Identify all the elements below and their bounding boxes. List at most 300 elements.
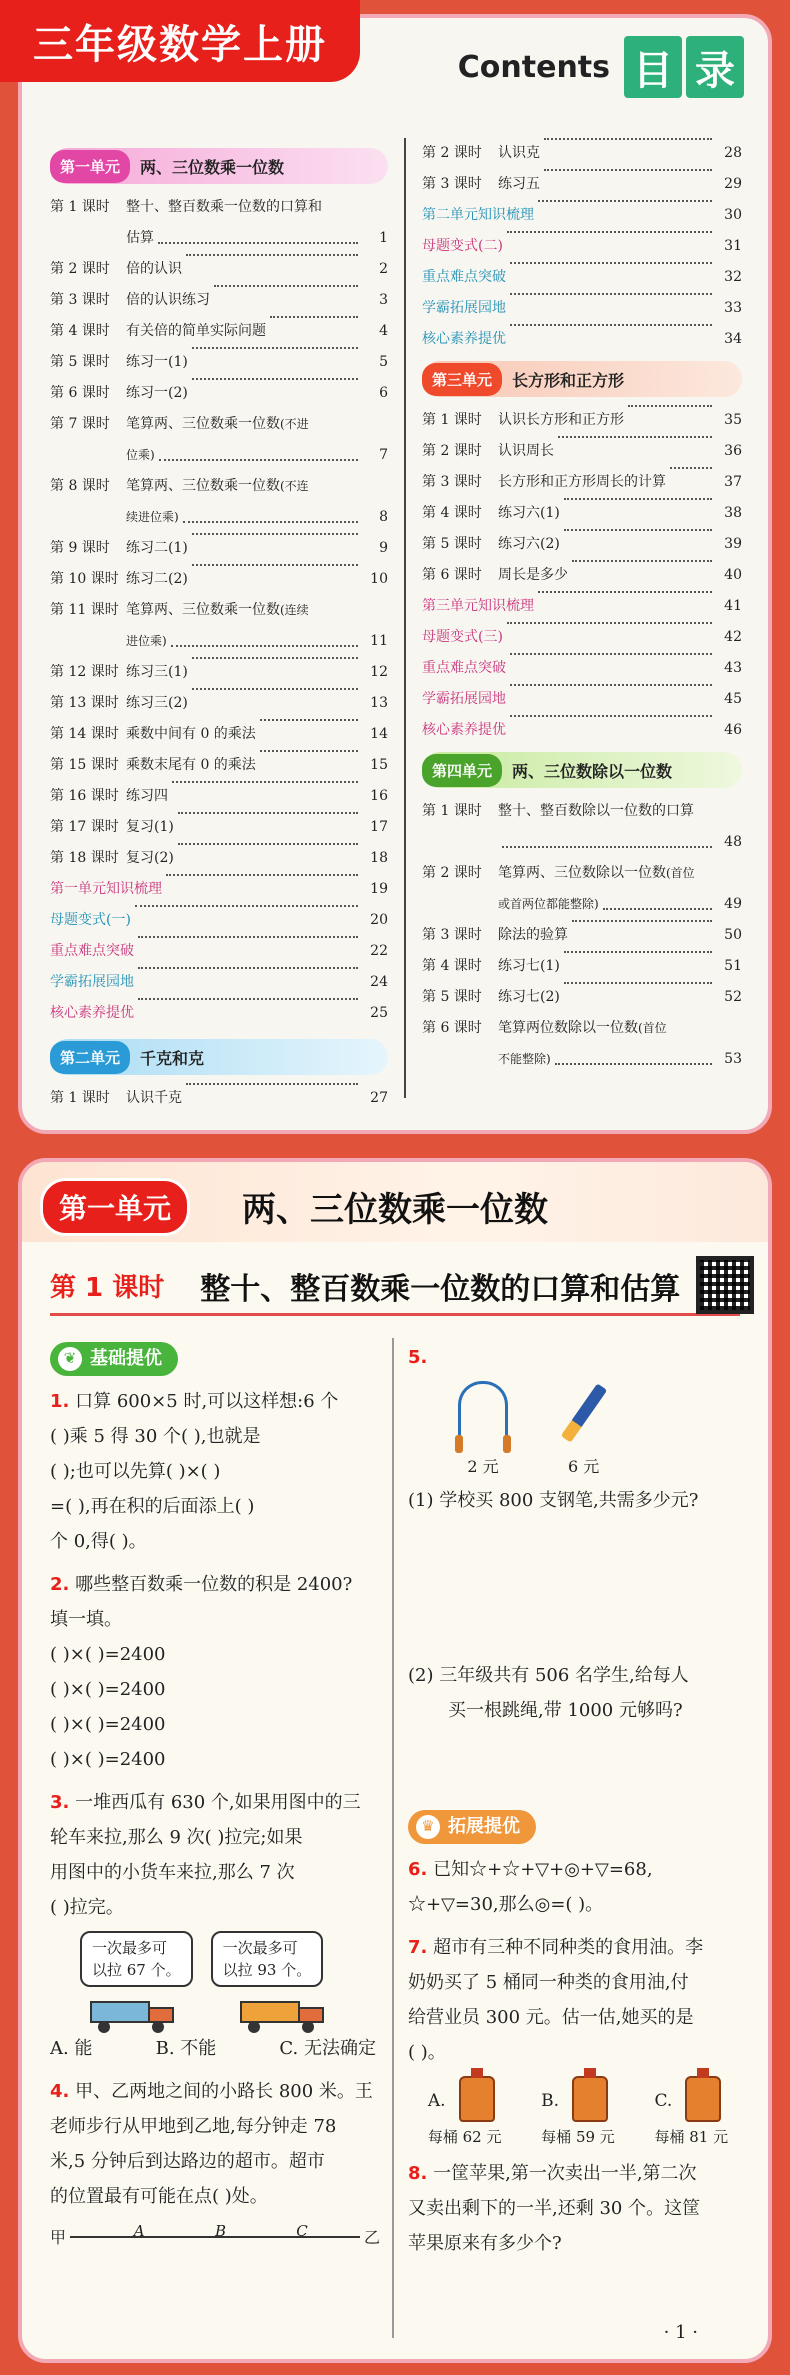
toc-page: 42 [724,629,742,645]
unit-tag: 第二单元 [50,1041,130,1074]
toc-page: 52 [724,989,742,1005]
toc-leader [502,827,712,848]
toc-entry[interactable] [422,951,742,982]
toc-title: 练习二(1) [126,540,188,556]
toc-entry[interactable] [422,405,742,436]
toc-title: 整十、整百数除以一位数的口算 [498,803,694,819]
question-line: 苹果原来有多少个? [408,2232,562,2254]
toc-entry[interactable] [50,564,388,595]
toc-title: 复习(2) [126,850,174,866]
toc-title: 认识长方形和正方形 [498,412,624,428]
question-number: 2. [50,1573,70,1595]
toc-entry[interactable] [50,533,388,564]
toc-title: 笔算两、三位数乘一位数 [126,478,280,494]
toc-entry[interactable] [422,591,742,622]
tricycle-icon [90,1997,180,2031]
question-line: 又卖出剩下的一半,还剩 30 个。这筐 [408,2197,701,2219]
oil-bottle-icon [572,2076,608,2122]
toc-title: 第三单元知识梳理 [422,598,534,614]
toc-lesson: 第 8 课时 [50,478,110,494]
toc-entry[interactable] [422,138,742,169]
speech-bubbles [80,1931,380,1987]
pen-icon [560,1383,607,1442]
toc-note: (首位 [638,1021,667,1035]
toc-entry[interactable] [422,684,742,715]
question-4 [50,2074,380,2255]
toc-leader [138,967,358,969]
toc-leader [192,533,358,535]
toc-page: 17 [370,819,388,835]
toc-note: (连续 [280,603,309,617]
oil-option-a[interactable] [428,2076,502,2148]
question-line: ( )。 [408,2041,446,2063]
toc-lesson: 第 12 课时 [50,664,119,680]
toc-leader [603,889,712,910]
question-7 [408,1930,748,2148]
toc-entry[interactable] [50,471,388,533]
toc-leader [178,812,358,814]
toc-page: 13 [370,695,388,711]
toc-leader [538,200,712,202]
question-line: 填一填。 [50,1608,122,1630]
question-line: ( );也可以先算( )×( ) [50,1460,221,1482]
toc-leader [510,293,712,295]
toc-entry[interactable] [422,560,742,591]
vehicle-illustrations [90,1991,380,2031]
trophy-icon: ♛ [416,1815,440,1839]
toc-leader [510,684,712,686]
answer-space[interactable] [408,1728,748,1808]
toc-entry[interactable] [422,920,742,951]
equation-blank[interactable]: ( )×( )=2400 [50,1678,166,1700]
question-line: 奶奶买了 5 桶同一种类的食用油,付 [408,1971,689,1993]
toc-title-cont: 不能整除) [498,1052,551,1066]
toc-entry[interactable] [50,1083,388,1114]
toc-entry[interactable] [422,529,742,560]
toc-entry[interactable] [50,657,388,688]
equation-blank[interactable]: ( )×( )=2400 [50,1643,166,1665]
title-banner [0,0,360,82]
toc-note: (不进 [280,417,309,431]
toc-title: 第二单元知识梳理 [422,207,534,223]
toc-title: 核心素养提优 [50,1005,134,1021]
toc-title-cont: 估算 [126,230,154,246]
toc-leader [186,1083,358,1085]
answer-space[interactable] [408,1518,748,1658]
toc-entry[interactable] [50,409,388,471]
lesson-title: 整十、整百数乘一位数的口算和估算 [200,1271,681,1307]
toc-lesson: 第 10 课时 [50,571,119,587]
toc-lesson: 第 7 课时 [50,416,110,432]
oil-options [408,2076,748,2148]
toc-leader [260,750,358,752]
lesson-page [18,1158,772,2363]
toc-entry[interactable] [50,998,388,1029]
toc-leader [214,285,358,287]
toc-page: 40 [724,567,742,583]
toc-lesson: 第 1 课时 [50,1090,110,1106]
toc-page: 37 [724,474,742,490]
toc-page: 43 [724,660,742,676]
toc-leader [135,905,358,907]
toc-page: 3 [379,292,388,308]
toc-page: 5 [379,354,388,370]
toc-lesson: 第 11 课时 [50,602,119,618]
toc-title: 核心素养提优 [422,722,506,738]
toc-title: 母题变式(一) [50,912,131,928]
option-letter: C. [654,2090,673,2111]
question-line: 给营业员 300 元。估一估,她买的是 [408,2006,694,2028]
section-extension-label: 拓展提优 [448,1816,520,1837]
toc-entry[interactable] [422,653,742,684]
toc-page: 53 [724,1051,742,1067]
toc-leader [670,467,712,469]
toc-title: 核心素养提优 [422,331,506,347]
toc-page: 6 [379,385,388,401]
price-label: 2 元 [467,1457,499,1476]
toc-leader [628,405,712,407]
unit-tag: 第三单元 [422,363,502,396]
toc-lesson: 第 3 课时 [422,927,482,943]
choice-option[interactable]: C. 无法确定 [279,2037,376,2059]
toc-title: 认识千克 [126,1090,182,1106]
toc-page: 16 [370,788,388,804]
toc-page: 31 [724,238,742,254]
toc-title: 母题变式(三) [422,629,503,645]
toc-entry[interactable] [422,796,742,858]
toc-page: 32 [724,269,742,285]
equation-blank[interactable]: ( )×( )=2400 [50,1713,166,1735]
unit-heading [422,752,742,788]
toc-entry[interactable] [422,436,742,467]
toc-entry[interactable] [422,858,742,920]
toc-lesson: 第 4 课时 [422,505,482,521]
toc-entry[interactable] [422,200,742,231]
toc-entry[interactable] [422,467,742,498]
sub-question: (1) 学校买 800 支钢笔,共需多少元? [408,1490,699,1511]
toc-title: 笔算两、三位数乘一位数 [126,416,280,432]
toc-lesson: 第 18 课时 [50,850,119,866]
contents-word: Contents [457,49,610,85]
oil-option-b[interactable] [541,2076,615,2148]
toc-page: 50 [724,927,742,943]
toc-leader [192,688,358,690]
toc-title: 笔算两位数除以一位数 [498,1020,638,1036]
question-8 [408,2156,748,2261]
item-pictures [458,1381,748,1479]
road-line [70,2222,360,2240]
oil-price: 每桶 59 元 [541,2127,615,2146]
unit-name: 两、三位数乘一位数 [140,157,285,177]
question-number: 8. [408,2162,428,2184]
road-start-label: 甲 [50,2227,67,2247]
sub-question: 买一根跳绳,带 1000 元够吗? [448,1700,683,1721]
road-point-b: B [215,2222,227,2240]
toc-entry[interactable] [422,293,742,324]
speech-bubble: 一次最多可 以拉 93 个。 [211,1931,324,1987]
toc-page: 15 [370,757,388,773]
question-line: ( )乘 5 得 30 个( ),也就是 [50,1425,261,1447]
toc-entry[interactable] [422,498,742,529]
question-6 [408,1852,748,1922]
toc-entry[interactable] [50,254,388,285]
price-label: 6 元 [568,1457,600,1476]
toc-leader [510,324,712,326]
toc-lesson: 第 15 课时 [50,757,119,773]
toc-lesson: 第 1 课时 [422,412,482,428]
toc-title: 练习二(2) [126,571,188,587]
toc-lesson: 第 2 课时 [422,443,482,459]
speech-bubble: 一次最多可 以拉 67 个。 [80,1931,193,1987]
toc-lesson: 第 5 课时 [422,989,482,1005]
question-number: 4. [50,2080,70,2102]
toc-leader [192,564,358,566]
contents-right-column [422,142,742,1075]
toc-title: 笔算两、三位数乘一位数 [126,602,280,618]
column-divider [392,1338,394,2338]
oil-bottle-icon [459,2076,495,2122]
choice-options [50,2031,380,2066]
toc-title: 乘数末尾有 0 的乘法 [126,757,256,773]
question-line: 已知☆+☆+▽+◎+▽=68, [433,1858,653,1880]
toc-page: 2 [379,261,388,277]
toc-title: 母题变式(二) [422,238,503,254]
page-number: · 1 · [663,2322,698,2343]
toc-entry[interactable] [50,905,388,936]
toc-title: 重点难点突破 [422,660,506,676]
question-2 [50,1567,380,1777]
section-basic [50,1342,178,1376]
toc-lesson: 第 6 课时 [422,1020,482,1036]
unit-tag: 第四单元 [422,754,502,787]
toc-title: 认识克 [498,145,540,161]
toc-title-cont: 位乘) [126,448,155,462]
toc-title: 笔算两、三位数除以一位数 [498,865,666,881]
option-letter: A. [427,2090,446,2111]
toc-leader [544,169,712,171]
toc-page: 34 [724,331,742,347]
toc-lesson: 第 2 课时 [50,261,110,277]
road-point-a: A [133,2222,145,2240]
lesson-right-column [408,1340,748,2261]
section-extension [408,1810,536,1844]
question-line: ☆+▽=30,那么◎=( )。 [408,1893,604,1915]
toc-leader [260,719,358,721]
question-line: 轮车来拉,那么 9 次( )拉完;如果 [50,1826,303,1848]
toc-page: 14 [370,726,388,742]
toc-title: 练习七(2) [498,989,560,1005]
toc-lesson: 第 9 课时 [50,540,110,556]
toc-leader [510,262,712,264]
toc-leader [564,982,712,984]
toc-leader [192,347,358,349]
toc-title: 练习三(2) [126,695,188,711]
toc-entry[interactable] [422,715,742,746]
toc-entry[interactable] [50,781,388,812]
toc-leader [510,715,712,717]
toc-page: 11 [370,633,388,649]
toc-note: (首位 [666,866,695,880]
toc-lesson: 第 13 课时 [50,695,119,711]
question-line: 一堆西瓜有 630 个,如果用图中的三 [75,1791,361,1813]
toc-page: 30 [724,207,742,223]
question-1 [50,1384,380,1559]
toc-entry[interactable] [50,595,388,657]
option-letter: B. [541,2090,560,2111]
toc-title: 学霸拓展园地 [422,691,506,707]
lesson-number: 第 1 课时 [50,1273,165,1303]
question-line: =( ),再在积的后面添上( ) [50,1495,255,1517]
toc-page: 49 [724,896,742,912]
toc-entry[interactable] [422,622,742,653]
column-divider [404,138,406,1098]
choice-option[interactable]: B. 不能 [155,2037,217,2059]
toc-lesson: 第 2 课时 [422,865,482,881]
toc-entry[interactable] [422,324,742,355]
toc-entry[interactable] [50,812,388,843]
contents-heading [458,36,744,98]
toc-title: 练习四 [126,788,168,804]
toc-leader [544,138,712,140]
toc-lesson: 第 2 课时 [422,145,482,161]
toc-leader [510,653,712,655]
truck-icon [240,1997,330,2031]
question-line: 超市有三种不同种类的食用油。李 [433,1936,704,1958]
toc-page: 12 [370,664,388,680]
toc-title: 周长是多少 [498,567,568,583]
toc-page: 25 [370,1005,388,1021]
toc-leader [138,936,358,938]
unit-heading [422,361,742,397]
toc-note: (不连 [280,479,309,493]
lesson-left-column [50,1340,380,2255]
toc-title: 第一单元知识梳理 [50,881,162,897]
toc-entry[interactable] [50,843,388,874]
question-5 [408,1340,748,1808]
toc-page: 19 [370,881,388,897]
toc-entry[interactable] [50,874,388,905]
toc-entry[interactable] [50,285,388,316]
toc-page: 18 [370,850,388,866]
unit-heading [50,148,388,184]
question-line: 甲、乙两地之间的小路长 800 米。王 [75,2080,373,2102]
toc-entry[interactable] [50,347,388,378]
question-number: 7. [408,1936,428,1958]
toc-leader [564,951,712,953]
toc-page: 45 [724,691,742,707]
toc-title: 倍的认识 [126,261,182,277]
toc-page: 7 [379,447,388,463]
toc-page: 39 [724,536,742,552]
equation-blank[interactable]: ( )×( )=2400 [50,1748,166,1770]
toc-entry[interactable] [50,192,388,254]
pen-item [568,1381,599,1479]
toc-entry[interactable] [50,688,388,719]
toc-leader [178,843,358,845]
toc-entry[interactable] [422,262,742,293]
toc-leader [192,657,358,659]
toc-page: 51 [724,958,742,974]
toc-leader [572,560,712,562]
toc-page: 46 [724,722,742,738]
toc-leader [166,874,358,876]
toc-leader [564,529,712,531]
toc-title: 练习七(1) [498,958,560,974]
unit-name: 两、三位数除以一位数 [512,761,673,781]
toc-leader [270,316,358,318]
road-point-c: C [296,2222,308,2240]
toc-title-cont: 进位乘) [126,634,167,648]
section-basic-label: 基础提优 [90,1348,162,1369]
toc-lesson: 第 14 课时 [50,726,119,742]
question-line: 口算 600×5 时,可以这样想:6 个 [75,1390,339,1412]
toc-title: 长方形和正方形周长的计算 [498,474,666,490]
toc-title: 练习六(1) [498,505,560,521]
choice-option[interactable]: A. 能 [50,2037,93,2059]
toc-title: 有关倍的简单实际问题 [126,323,266,339]
toc-leader [138,998,358,1000]
toc-entry[interactable] [50,936,388,967]
toc-page: 27 [370,1090,388,1106]
toc-entry[interactable] [422,1013,742,1075]
toc-entry[interactable] [50,967,388,998]
toc-page: 38 [724,505,742,521]
toc-entry[interactable] [50,719,388,750]
sub-question: (2) 三年级共有 506 名学生,给每人 [408,1665,689,1686]
question-3 [50,1785,380,2066]
unit-heading [50,1039,388,1075]
question-line: 的位置最有可能在点( )处。 [50,2185,268,2207]
toc-entry[interactable] [422,169,742,200]
toc-title: 练习一(2) [126,385,188,401]
toc-page: 48 [724,834,742,850]
toc-leader [171,626,358,647]
toc-entry[interactable] [50,316,388,347]
toc-lesson: 第 3 课时 [422,474,482,490]
toc-page: 41 [724,598,742,614]
oil-price: 每桶 62 元 [427,2127,502,2146]
lesson-title-bar [50,1258,740,1316]
unit-name: 长方形和正方形 [512,370,625,390]
toc-page: 1 [379,230,388,246]
toc-entry[interactable] [422,982,742,1013]
toc-lesson: 第 6 课时 [422,567,482,583]
unit-title: 两、三位数乘一位数 [242,1190,548,1230]
toc-page: 24 [370,974,388,990]
question-line: ( )拉完。 [50,1896,124,1918]
toc-page: 20 [370,912,388,928]
toc-entry[interactable] [50,750,388,781]
qr-code-icon [696,1256,754,1314]
unit-tag: 第一单元 [50,150,130,183]
oil-price: 每桶 81 元 [654,2127,729,2146]
leaf-icon: ❦ [58,1347,82,1371]
toc-leader [555,1044,712,1065]
toc-lesson: 第 4 课时 [50,323,110,339]
toc-lesson: 第 3 课时 [422,176,482,192]
question-line: 个 0,得( )。 [50,1530,147,1552]
banner-text: 三年级数学上册 [33,21,327,68]
question-number: 3. [50,1791,70,1813]
question-number: 6. [408,1858,428,1880]
oil-option-c[interactable] [655,2076,729,2148]
toc-title: 重点难点突破 [422,269,506,285]
toc-entry[interactable] [50,378,388,409]
toc-page: 10 [370,571,388,587]
toc-title: 学霸拓展园地 [50,974,134,990]
toc-entry[interactable] [422,231,742,262]
road-diagram [50,2220,380,2255]
